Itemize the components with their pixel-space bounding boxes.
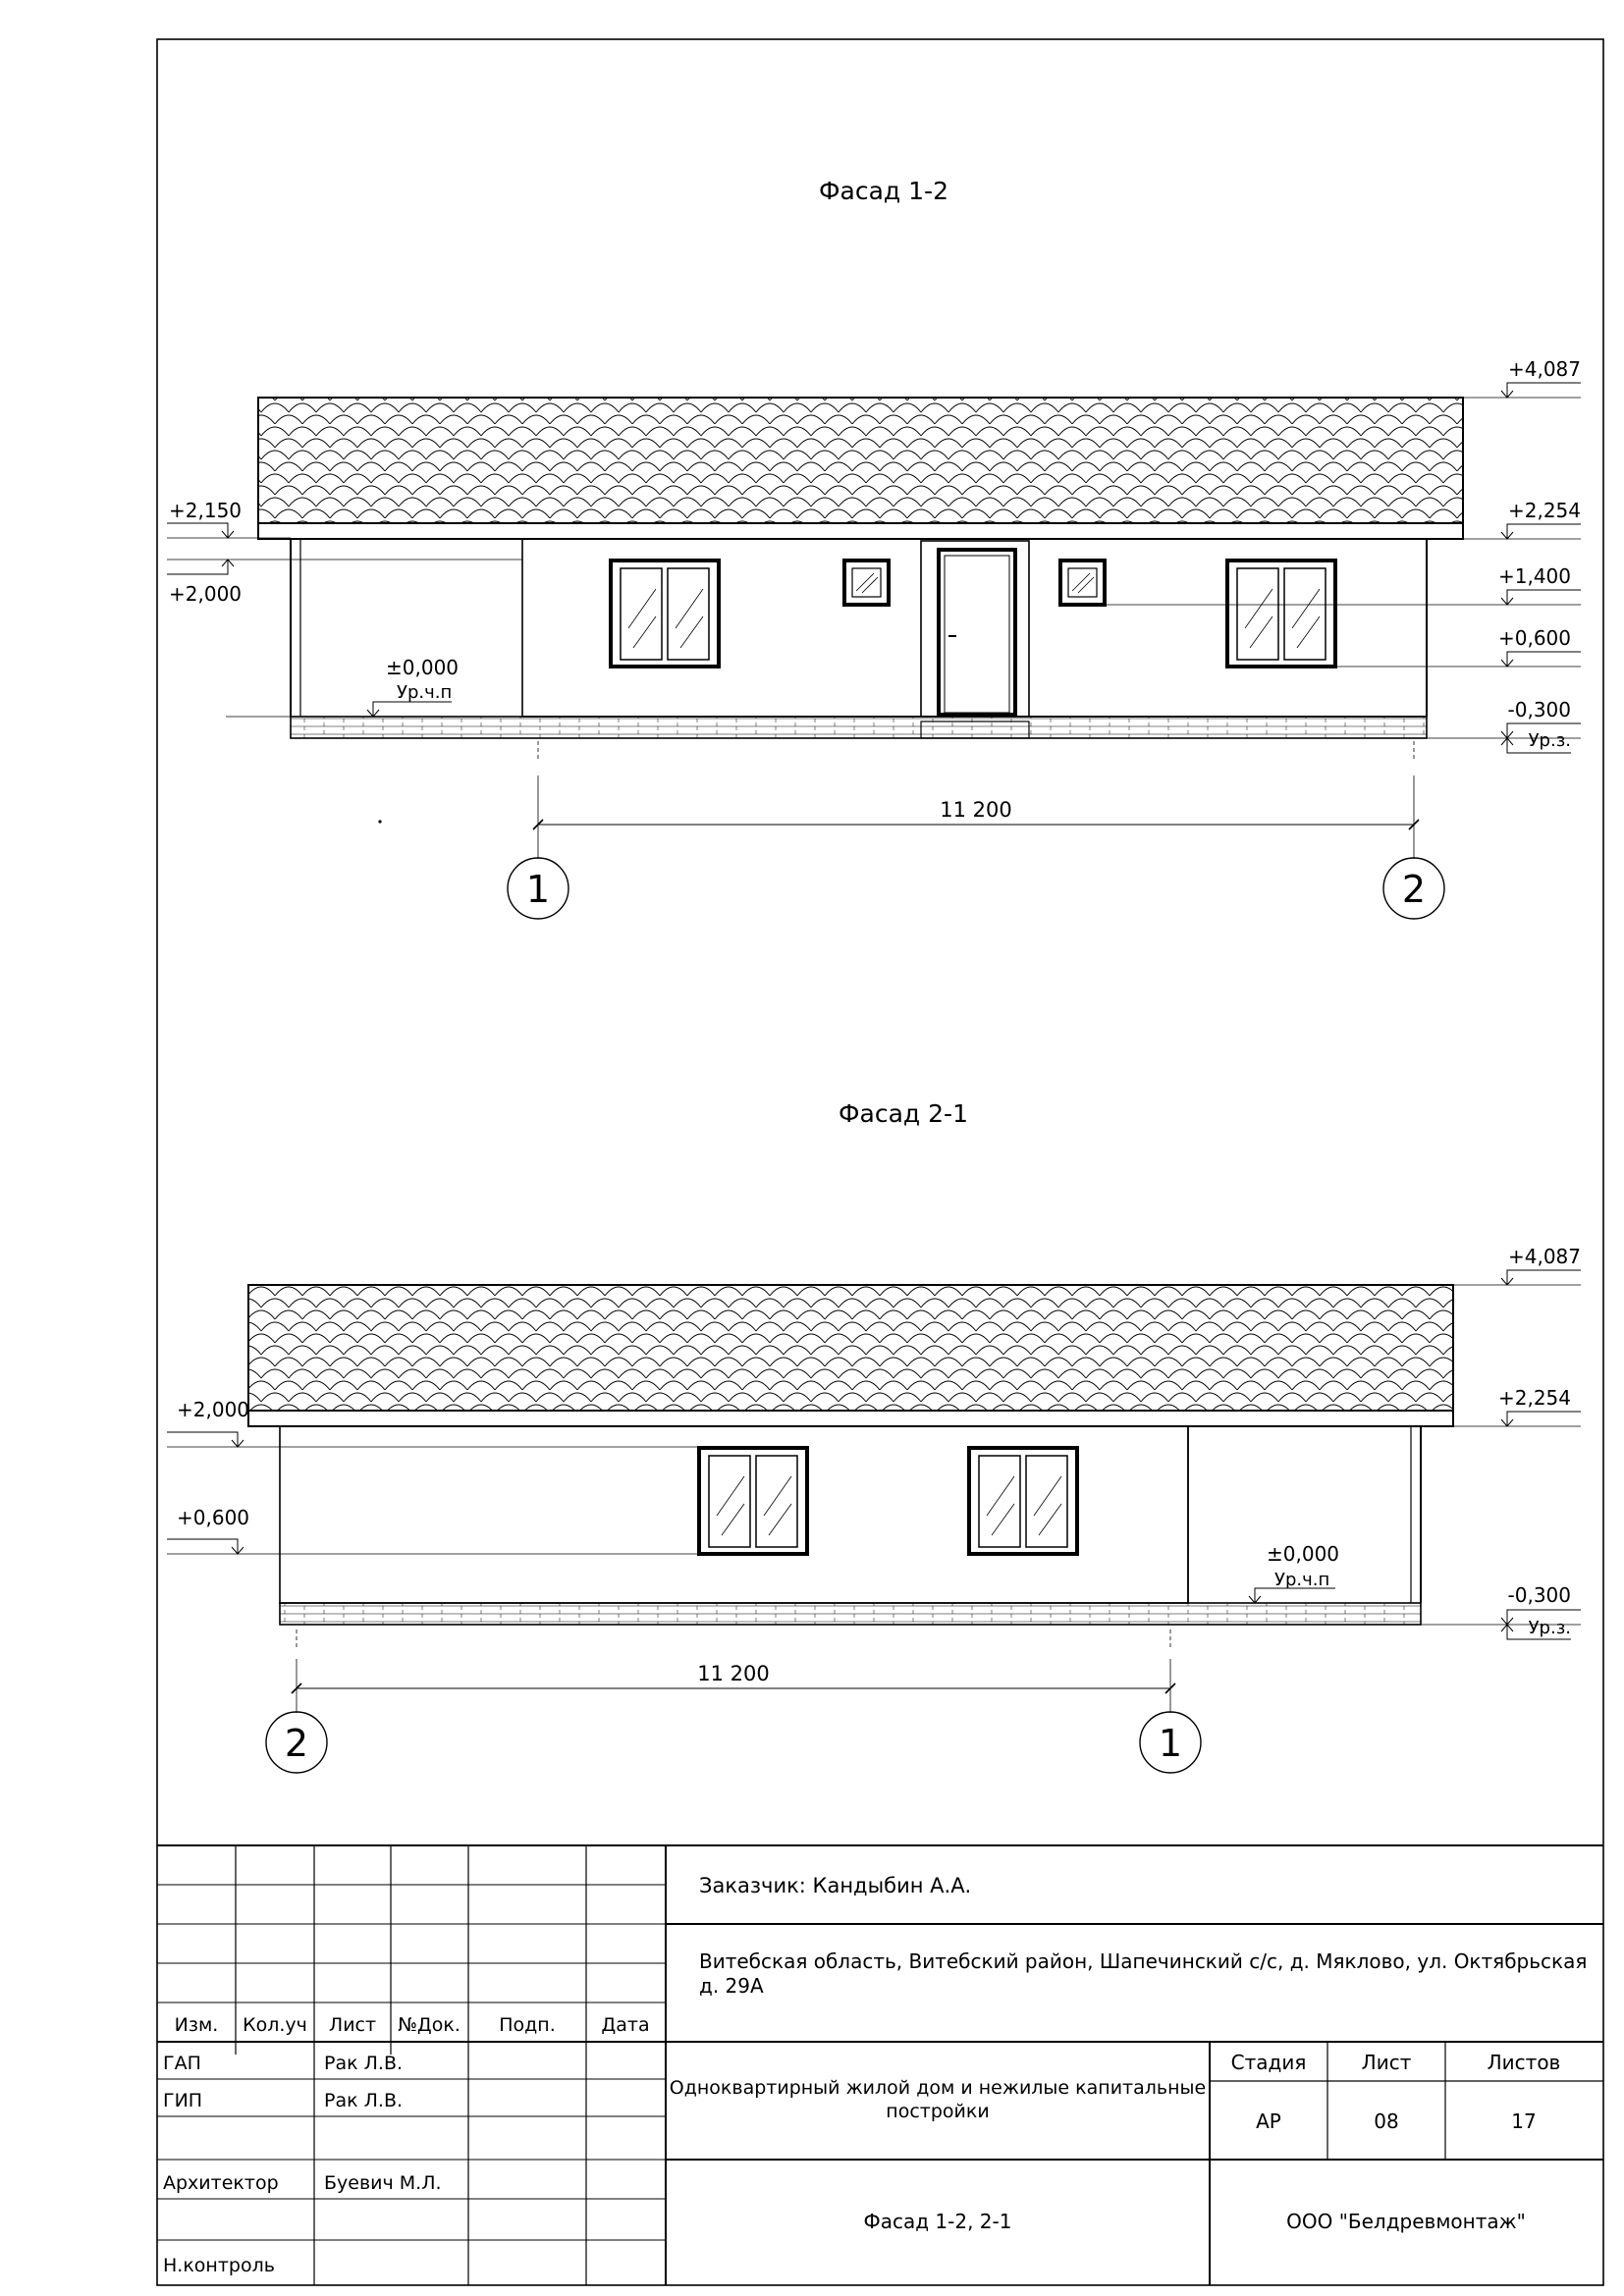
name-gip: Рак Л.В. <box>324 2090 404 2111</box>
wall <box>280 1426 1188 1603</box>
mark-ridge: +4,087 <box>1507 1245 1581 1268</box>
window-double-right <box>1227 561 1335 667</box>
axis-label-right: 1 <box>1158 1722 1183 1765</box>
mark-ridge: +4,087 <box>1507 357 1581 381</box>
mark-eave: +2,254 <box>1507 499 1581 522</box>
mark-porch-beam: +2,000 <box>169 582 243 606</box>
mark-floor-label: Ур.ч.п <box>1274 1570 1330 1590</box>
sheets-value: 17 <box>1511 2109 1537 2133</box>
header-data: Дата <box>601 2014 650 2036</box>
window-small-right <box>1060 561 1105 605</box>
sheet-value: 08 <box>1374 2109 1399 2133</box>
axis-label-right: 2 <box>1401 868 1427 911</box>
address-line-2: д. 29А <box>699 1974 764 1998</box>
facade-1-2 <box>167 177 1581 919</box>
stage-value: АР <box>1256 2109 1281 2133</box>
address-line-1: Витебская область, Витебский район, Шапечинский с/с, д. Мяклово, ул. Октябрьская <box>699 1949 1588 1973</box>
customer: Заказчик: Кандыбин А.А. <box>699 1874 972 1897</box>
roof-fascia <box>248 1411 1453 1426</box>
mark-window-bottom: +0,600 <box>177 1506 250 1529</box>
mark-ground: -0,300 <box>1507 1583 1571 1607</box>
window-double-left <box>611 561 719 667</box>
sheet-frame <box>157 39 1603 2285</box>
header-list: Лист <box>328 2014 377 2036</box>
mark-floor: ±0,000 <box>1267 1542 1340 1566</box>
header-kol-uch: Кол.уч <box>243 2014 307 2036</box>
role-nkontrol: Н.контроль <box>163 2255 275 2276</box>
role-architect: Архитектор <box>163 2172 279 2194</box>
entrance-door <box>921 541 1029 738</box>
mark-eave: +2,254 <box>1497 1386 1571 1410</box>
mark-ground: -0,300 <box>1507 698 1571 721</box>
mark-beam: +2,000 <box>177 1398 250 1421</box>
wall <box>522 539 1427 717</box>
mark-floor-label: Ур.ч.п <box>397 682 453 703</box>
project-line-2: постройки <box>886 2101 990 2122</box>
mark-ground-label: Ур.з. <box>1528 730 1571 751</box>
facade-2-1 <box>167 1099 1581 1773</box>
header-ndok: №Док. <box>398 2014 460 2036</box>
name-gap: Рак Л.В. <box>324 2053 404 2074</box>
sheets-label: Листов <box>1487 2051 1561 2074</box>
dimension-value: 11 200 <box>697 1662 770 1685</box>
sheet-label: Лист <box>1361 2051 1412 2074</box>
drawing-title: Фасад 1-2, 2-1 <box>863 2210 1012 2233</box>
roof-shingles <box>258 398 1463 523</box>
roof-shingles <box>248 1285 1453 1411</box>
mark-floor: ±0,000 <box>386 656 460 679</box>
stamp-headers <box>175 2014 650 2036</box>
window-double-left <box>699 1448 807 1554</box>
mark-ground-label: Ур.з. <box>1528 1618 1571 1638</box>
facade-1-title: Фасад 1-2 <box>819 177 948 205</box>
plinth <box>280 1603 1421 1625</box>
window-small-left <box>844 561 889 605</box>
mark-window-top: +1,400 <box>1497 564 1571 588</box>
mark-window-bottom: +0,600 <box>1497 626 1571 650</box>
stage-label: Стадия <box>1230 2051 1307 2074</box>
roof-fascia <box>258 523 1463 539</box>
project-line-1: Одноквартирный жилой дом и нежилые капитальные <box>669 2077 1207 2099</box>
facade-2-title: Фасад 2-1 <box>839 1099 968 1128</box>
header-izm: Изм. <box>174 2014 219 2036</box>
axis-label-left: 1 <box>525 868 551 911</box>
axis-label-left: 2 <box>284 1722 309 1765</box>
company-name: ООО "Белдревмонтаж" <box>1286 2210 1526 2233</box>
dimension-value: 11 200 <box>940 798 1012 822</box>
mark-porch-top: +2,150 <box>169 499 243 522</box>
role-gap: ГАП <box>163 2053 201 2074</box>
window-double-right <box>969 1448 1077 1554</box>
stamp-info <box>670 1874 1588 2233</box>
stamp-roles <box>163 2053 442 2276</box>
role-gip: ГИП <box>163 2090 203 2111</box>
plinth <box>291 717 1427 738</box>
header-podp: Подп. <box>499 2014 556 2036</box>
name-architect: Буевич М.Л. <box>324 2172 442 2194</box>
